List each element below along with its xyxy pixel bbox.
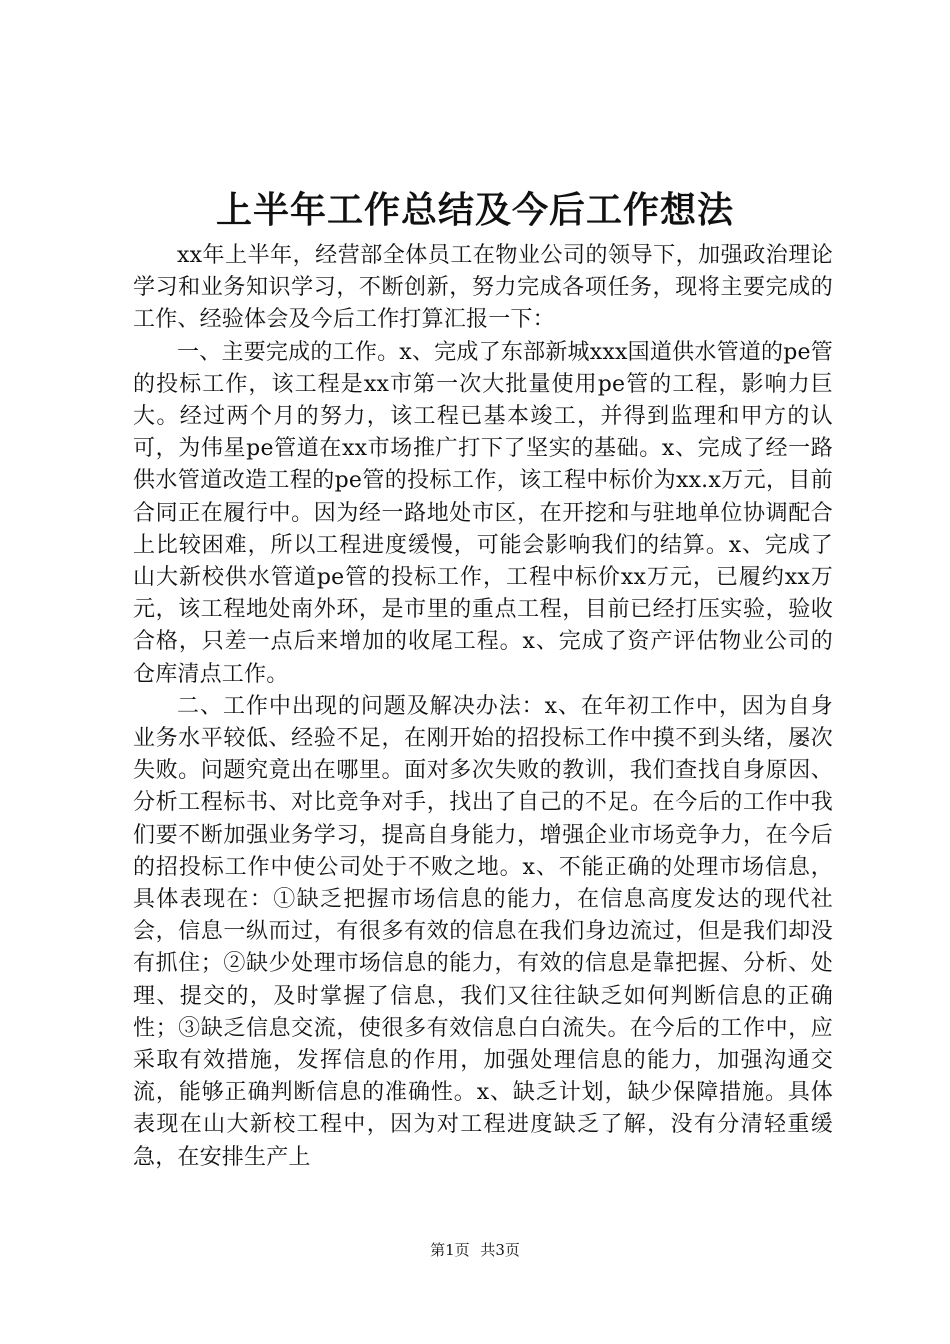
page-total: 共3页 [480, 1241, 520, 1259]
paragraph-section-one: 一、主要完成的工作。x、完成了东部新城xxx国道供水管道的pe管的投标工作，该工程是xx市第一次大批量使用pe管的工程，影响力巨大。经过两个月的努力，该工程已基本竣工，并得到监理和甲方的认可，为伟星pe管道在xx市场推广打下了坚实的基础。x、完成了经一路供水管道改造工程的pe管的投标工作，该工程中标价为xx.x万元，目前合同正在履行中。因为经一路地处市区，在开挖和与驻地单位协调配合上比较困难，所以工程进度缓慢，可能会影响我们的结算。x、完成了山大新校供水管道pe管的投标工作，工程中标价xx万元，已履约xx万元，该工程地处南外环，是市里的重点工程，目前已经打压实验，验收合格，只差一点后来增加的收尾工程。x、完成了资产评估物业公司的仓库清点工作。 [133, 339, 833, 687]
paragraph-section-two: 二、工作中出现的问题及解决办法：x、在年初工作中，因为自身业务水平较低、经验不足，在刚开始的招投标工作中摸不到头绪，屡次失败。问题究竟出在哪里。面对多次失败的教训，我们查找自身原因、分析工程标书、对比竞争对手，找出了自己的不足。在今后的工作中我们要不断加强业务学习，提高自身能力，增强企业市场竞争力，在今后的招投标工作中使公司处于不败之地。x、不能正确的处理市场信息，具体表现在：①缺乏把握市场信息的能力，在信息高度发达的现代社会，信息一纵而过，有很多有效的信息在我们身边流过，但是我们却没有抓住；②缺少处理市场信息的能力，有效的信息是靠把握、分析、处理、提交的，及时掌握了信息，我们又往往缺乏如何判断信息的正确性；③缺乏信息交流，使很多有效信息白白流失。在今后的工作中，应采取有效措施，发挥信息的作用，加强处理信息的能力，加强沟通交流，能够正确判断信息的准确性。x、缺乏计划，缺少保障措施。具体表现在山大新校工程中，因为对工程进度缺乏了解，没有分清轻重缓急，在安排生产上 [133, 693, 833, 1170]
document-title: 上半年工作总结及今后工作想法 [215, 189, 734, 231]
paragraph-intro: xx年上半年，经营部全体员工在物业公司的领导下，加强政治理论学习和业务知识学习，不断创新，努力完成各项任务，现将主要完成的工作、经验体会及今后工作打算汇报一下： [133, 243, 833, 333]
page-number: 第1页 [430, 1241, 470, 1259]
document-body [133, 240, 833, 1174]
page-footer [0, 1240, 950, 1260]
